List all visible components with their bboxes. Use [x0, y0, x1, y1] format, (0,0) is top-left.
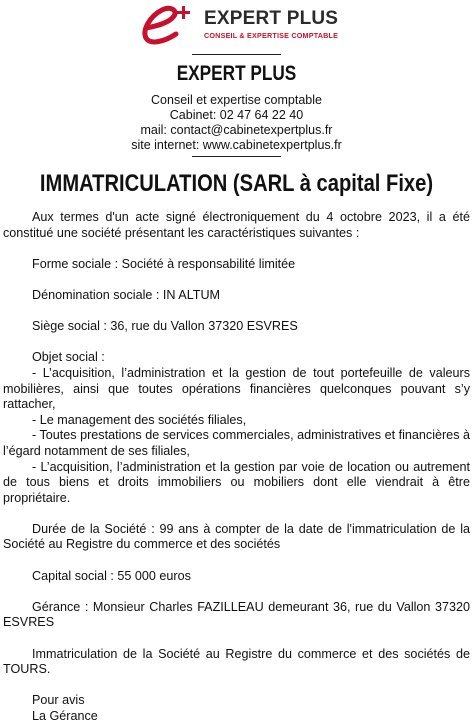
- immatriculation-rcs: Immatriculation de la Société au Registre du commerce et des sociétés de TOURS.: [3, 646, 470, 677]
- header-contact-mail: mail: contact@cabinetexpertplus.fr: [140, 123, 333, 137]
- objet-item: - L’acquisition, l’administration et la gestion par voie de location ou autrement de tous biens et droits immobiliers ou mobiliers dont elle viendrait à être propriétaire.: [3, 459, 470, 505]
- objet-item: - Le management des sociétés filiales,: [32, 412, 247, 427]
- header-website: site internet: www.cabinetexpertplus.fr: [131, 138, 342, 152]
- siege-social: Siège social : 36, rue du Vallon 37320 ESVRES: [32, 319, 298, 334]
- objet-item: - Toutes prestations de services commerciales, administratives et financières à l’égard notamment de ses filiales,: [3, 428, 470, 458]
- forme-sociale: Forme sociale : Société à responsabilité limitée: [32, 256, 296, 271]
- objet-social-label: Objet social :: [32, 350, 105, 365]
- objet-item: - L’acquisition, l’administration et la gestion de tout portefeuille de valeurs mobilières, ainsi que toutes opérations financières quelconques pouvant s’y rattacher,: [3, 365, 470, 412]
- intro-paragraph: Aux termes d'un acte signé électroniquement du 4 octobre 2023, il a été constitué une société présentant les caractéristiques suivantes :: [3, 210, 470, 240]
- divider-bottom: [192, 156, 281, 157]
- header-line-1: Conseil et expertise comptable: [151, 93, 322, 107]
- e-plus-logo-icon: [136, 2, 202, 46]
- logo-brand: EXPERT PLUS: [204, 8, 339, 29]
- pour-avis: Pour avis: [32, 693, 85, 708]
- gerance: Gérance : Monsieur Charles FAZILLEAU demeurant 36, rue du Vallon 37320 ESVRES: [3, 599, 470, 630]
- duree-societe: Durée de la Société : 99 ans à compter de la date de l'immatriculation de la Société au Registre du commerce et des sociétés: [3, 521, 470, 552]
- divider-top: [192, 54, 281, 55]
- signature: La Gérance: [32, 709, 98, 723]
- header-line-2: Cabinet: 02 47 64 22 40: [169, 108, 304, 122]
- capital-social: Capital social : 55 000 euros: [32, 568, 191, 583]
- logo-tagline: CONSEIL & EXPERTISE COMPTABLE: [204, 31, 339, 40]
- notice-body: [3, 210, 470, 725]
- expert-plus-logo: [136, 2, 346, 44]
- notice-title: IMMATRICULATION (SARL à capital Fixe): [39, 170, 434, 197]
- denomination-sociale: Dénomination sociale : IN ALTUM: [32, 287, 221, 302]
- company-name: EXPERT PLUS: [176, 62, 297, 85]
